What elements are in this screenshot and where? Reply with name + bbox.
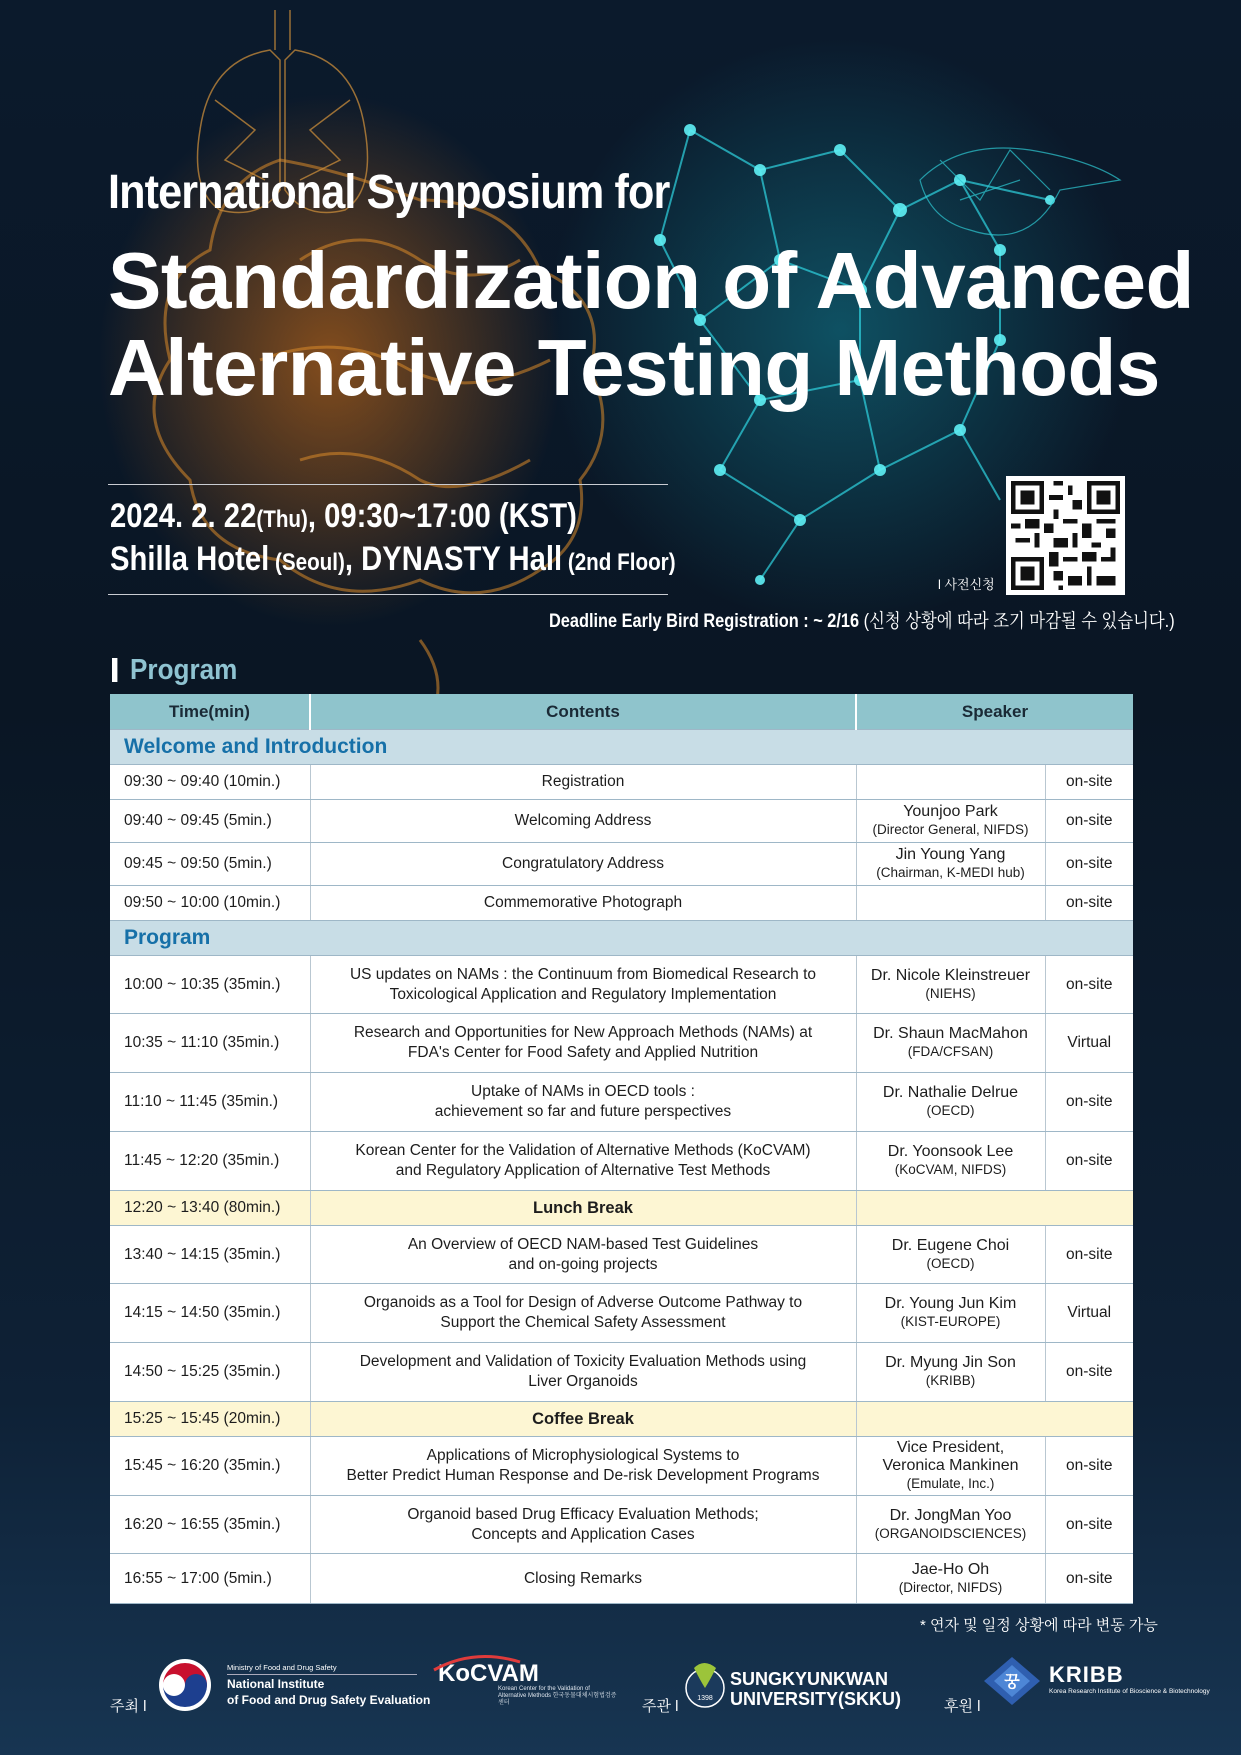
kribb-diamond-icon bbox=[982, 1655, 1042, 1707]
venue-hall: , DYNASTY Hall bbox=[344, 540, 563, 578]
skku-line-1: SUNGKYUNKWAN bbox=[730, 1669, 889, 1689]
content-line-1: Organoid based Drug Efficacy Evaluation Methods; bbox=[407, 1505, 759, 1523]
row-mode: on-site bbox=[1045, 800, 1133, 843]
mfds-logo-text bbox=[227, 1663, 430, 1707]
content-line-2: Toxicological Application and Regulatory Implementation bbox=[389, 985, 777, 1003]
organizer-label: 주관 l bbox=[642, 1698, 679, 1715]
skku-seal-icon bbox=[684, 1658, 726, 1710]
lunch-break-label: Lunch Break bbox=[310, 1191, 856, 1226]
row-content bbox=[310, 1226, 856, 1284]
content-line-2: Concepts and Application Cases bbox=[471, 1525, 695, 1543]
row-mode: on-site bbox=[1045, 1437, 1133, 1496]
row-speaker bbox=[856, 1437, 1045, 1496]
row-empty bbox=[856, 1402, 1133, 1437]
title-line-3: Alternative Testing Methods bbox=[108, 323, 1160, 412]
row-speaker bbox=[856, 1073, 1045, 1132]
row-content: Welcoming Address bbox=[310, 800, 856, 843]
date-main: 2024. 2. 22 bbox=[110, 497, 257, 535]
row-mode: on-site bbox=[1045, 886, 1133, 921]
content-line-1: Uptake of NAMs in OECD tools : bbox=[471, 1083, 695, 1100]
row-time: 09:50 ~ 10:00 (10min.) bbox=[110, 886, 310, 921]
row-content bbox=[310, 1284, 856, 1343]
row-mode: on-site bbox=[1045, 1132, 1133, 1191]
host-label: 주최 l bbox=[110, 1698, 147, 1715]
content-line-2: Better Predict Human Response and De-risk Development Programs bbox=[346, 1467, 820, 1484]
schedule-footnote: * 연자 및 일정 상황에 따라 변동 가능 bbox=[920, 1617, 1158, 1634]
speaker-affiliation: (KIST-EUROPE) bbox=[900, 1314, 1001, 1329]
event-venue bbox=[110, 540, 676, 579]
row-mode: on-site bbox=[1045, 843, 1133, 886]
speaker-affiliation: (ORGANOIDSCIENCES) bbox=[874, 1525, 1027, 1541]
table-row bbox=[110, 1284, 1133, 1343]
sponsor-label: 후원 l bbox=[944, 1698, 981, 1715]
row-mode: on-site bbox=[1045, 765, 1133, 800]
row-time: 16:55 ~ 17:00 (5min.) bbox=[110, 1554, 310, 1604]
kribb-subtitle: Korea Research Institute of Bioscience & Biotechnology bbox=[1049, 1688, 1210, 1695]
kribb-name: KRIBB bbox=[1049, 1662, 1124, 1687]
table-row bbox=[110, 1073, 1133, 1132]
table-row bbox=[110, 1132, 1133, 1191]
speaker-name: Dr. JongMan Yoo bbox=[889, 1506, 1012, 1524]
content-line-1: An Overview of OECD NAM-based Test Guidelines bbox=[407, 1235, 759, 1253]
qr-code-icon[interactable] bbox=[1006, 476, 1125, 595]
row-speaker bbox=[856, 1554, 1045, 1604]
row-time: 16:20 ~ 16:55 (35min.) bbox=[110, 1496, 310, 1554]
header-contents: Contents bbox=[310, 694, 856, 730]
header-time: Time(min) bbox=[110, 694, 310, 730]
row-time: 09:40 ~ 09:45 (5min.) bbox=[110, 800, 310, 843]
venue-hotel: Shilla Hotel bbox=[110, 540, 270, 578]
table-row bbox=[110, 1226, 1133, 1284]
speaker-title: Vice President, bbox=[896, 1439, 1005, 1456]
kocvam-name: KoCVAM bbox=[438, 1660, 539, 1687]
speaker-name: Veronica Mankinen bbox=[882, 1457, 1019, 1474]
row-time: 15:25 ~ 15:45 (20min.) bbox=[110, 1402, 310, 1437]
row-content bbox=[310, 1554, 856, 1604]
row-time: 15:45 ~ 16:20 (35min.) bbox=[110, 1437, 310, 1496]
kocvam-logo bbox=[438, 1660, 618, 1707]
qr-label: l 사전신청 bbox=[938, 577, 995, 592]
row-mode: Virtual bbox=[1045, 1014, 1133, 1073]
coffee-break-row bbox=[110, 1402, 1133, 1437]
row-speaker bbox=[856, 800, 1045, 843]
speaker-name: Jae-Ho Oh bbox=[911, 1560, 990, 1578]
row-content bbox=[310, 1496, 856, 1554]
speaker-affiliation: (KoCVAM, NIFDS) bbox=[894, 1162, 1007, 1177]
content-line-2: Liver Organoids bbox=[528, 1373, 638, 1390]
title-line-1: International Symposium for bbox=[108, 166, 670, 219]
speaker-affiliation: (OECD) bbox=[926, 1103, 975, 1118]
content-line-2: and Regulatory Application of Alternative Test Methods bbox=[395, 1162, 771, 1179]
mfds-line-2: of Food and Drug Safety Evaluation bbox=[227, 1693, 431, 1707]
table-row bbox=[110, 956, 1133, 1014]
row-mode: on-site bbox=[1045, 956, 1133, 1014]
content-line-1: Development and Validation of Toxicity Evaluation Methods using bbox=[359, 1353, 807, 1370]
row-content bbox=[310, 1014, 856, 1073]
deadline-note: (신청 상황에 따라 조기 마감될 수 있습니다.) bbox=[859, 611, 1175, 632]
event-date bbox=[110, 497, 577, 536]
heading-bar bbox=[112, 658, 117, 682]
venue-floor: (2nd Floor) bbox=[562, 549, 676, 576]
table-row bbox=[110, 1496, 1133, 1554]
mfds-line-1: National Institute bbox=[227, 1677, 325, 1691]
mfds-ministry: Ministry of Food and Drug Safety bbox=[227, 1663, 337, 1672]
row-mode: Virtual bbox=[1045, 1284, 1133, 1343]
row-time: 14:50 ~ 15:25 (35min.) bbox=[110, 1343, 310, 1402]
lunch-break-row bbox=[110, 1191, 1133, 1226]
speaker-name: Dr. Myung Jin Son bbox=[885, 1354, 1016, 1371]
svg-text:꿍: 꿍 bbox=[1004, 1674, 1020, 1691]
speaker-name: Dr. Nathalie Delrue bbox=[882, 1084, 1019, 1101]
divider-top bbox=[108, 484, 668, 485]
row-speaker bbox=[856, 1496, 1045, 1554]
row-time: 09:45 ~ 09:50 (5min.) bbox=[110, 843, 310, 886]
section-program: Program bbox=[110, 921, 1133, 956]
content-line-1: Organoids as a Tool for Design of Adverse Outcome Pathway to bbox=[363, 1294, 803, 1311]
coffee-break-label: Coffee Break bbox=[310, 1402, 856, 1437]
row-content bbox=[310, 1073, 856, 1132]
speaker-name: Dr. Shaun MacMahon bbox=[873, 1025, 1028, 1042]
mfds-divider bbox=[227, 1674, 417, 1675]
speaker-affiliation: (OECD) bbox=[926, 1255, 975, 1271]
speaker-affiliation: (NIEHS) bbox=[925, 985, 976, 1001]
divider-bottom bbox=[108, 594, 668, 595]
row-content bbox=[310, 1132, 856, 1191]
row-speaker bbox=[856, 1343, 1045, 1402]
speaker-name: Dr. Nicole Kleinstreuer bbox=[870, 966, 1031, 984]
row-time: 14:15 ~ 14:50 (35min.) bbox=[110, 1284, 310, 1343]
section-welcome: Welcome and Introduction bbox=[110, 730, 1133, 765]
speaker-name: Younjoo Park bbox=[903, 803, 998, 820]
skku-logo-text bbox=[730, 1669, 901, 1709]
kocvam-swoosh-icon bbox=[432, 1652, 522, 1672]
table-header-row bbox=[110, 694, 1133, 730]
kribb-logo-text bbox=[1049, 1662, 1210, 1696]
row-content bbox=[310, 1343, 856, 1402]
header-speaker: Speaker bbox=[856, 694, 1133, 730]
row-time: 10:35 ~ 11:10 (35min.) bbox=[110, 1014, 310, 1073]
row-time: 10:00 ~ 10:35 (35min.) bbox=[110, 956, 310, 1014]
speaker-name: Jin Young Yang bbox=[895, 846, 1006, 863]
event-time: , 09:30~17:00 (KST) bbox=[307, 497, 577, 535]
content-line-2: FDA's Center for Food Safety and Applied Nutrition bbox=[407, 1044, 759, 1061]
content-line-1: Applications of Microphysiological Systems to bbox=[426, 1447, 740, 1464]
content-line-1: Closing Remarks bbox=[523, 1569, 642, 1587]
section-row bbox=[110, 921, 1133, 956]
speaker-affiliation: (Emulate, Inc.) bbox=[906, 1476, 995, 1491]
table-row bbox=[110, 1437, 1133, 1496]
speaker-name: Dr. Yoonsook Lee bbox=[887, 1143, 1014, 1160]
speaker-affiliation: (FDA/CFSAN) bbox=[907, 1044, 994, 1059]
table-row bbox=[110, 800, 1133, 843]
deadline-text bbox=[549, 606, 1175, 633]
row-time: 09:30 ~ 09:40 (10min.) bbox=[110, 765, 310, 800]
row-time: 11:45 ~ 12:20 (35min.) bbox=[110, 1132, 310, 1191]
date-day: (Thu) bbox=[256, 506, 308, 533]
speaker-affiliation: (Director, NIFDS) bbox=[898, 1579, 1003, 1595]
row-content bbox=[310, 1437, 856, 1496]
taegeuk-emblem-icon bbox=[158, 1658, 212, 1712]
row-content: Registration bbox=[310, 765, 856, 800]
table-row bbox=[110, 765, 1133, 800]
row-mode: on-site bbox=[1045, 1554, 1133, 1604]
row-speaker bbox=[856, 765, 1045, 800]
row-speaker bbox=[856, 843, 1045, 886]
row-time: 12:20 ~ 13:40 (80min.) bbox=[110, 1191, 310, 1226]
speaker-affiliation: (Chairman, K-MEDI hub) bbox=[876, 865, 1025, 880]
row-content bbox=[310, 956, 856, 1014]
kocvam-subtitle: Korean Center for the Validation of Alternative Methods 한국동물대체시험법검증센터 bbox=[498, 1686, 617, 1706]
content-line-2: achievement so far and future perspectives bbox=[434, 1103, 732, 1120]
table-row bbox=[110, 1014, 1133, 1073]
row-content: Congratulatory Address bbox=[310, 843, 856, 886]
table-row bbox=[110, 1554, 1133, 1604]
row-mode: on-site bbox=[1045, 1226, 1133, 1284]
speaker-affiliation: (Director General, NIFDS) bbox=[872, 822, 1029, 837]
table-row bbox=[110, 886, 1133, 921]
row-mode: on-site bbox=[1045, 1073, 1133, 1132]
row-speaker bbox=[856, 1132, 1045, 1191]
speaker-name: Dr. Eugene Choi bbox=[891, 1236, 1010, 1254]
venue-city: (Seoul) bbox=[269, 549, 345, 576]
content-line-2: Support the Chemical Safety Assessment bbox=[440, 1314, 726, 1331]
section-row bbox=[110, 730, 1133, 765]
row-speaker bbox=[856, 1284, 1045, 1343]
table-row bbox=[110, 843, 1133, 886]
title-line-2: Standardization of Advanced bbox=[108, 236, 1194, 325]
row-mode: on-site bbox=[1045, 1343, 1133, 1402]
row-empty bbox=[856, 1191, 1133, 1226]
program-heading-label: Program bbox=[130, 654, 238, 686]
content-line-1: US updates on NAMs : the Continuum from Biomedical Research to bbox=[349, 965, 817, 983]
row-content: Commemorative Photograph bbox=[310, 886, 856, 921]
row-speaker bbox=[856, 1014, 1045, 1073]
row-time: 11:10 ~ 11:45 (35min.) bbox=[110, 1073, 310, 1132]
row-speaker bbox=[856, 1226, 1045, 1284]
speaker-affiliation: (KRIBB) bbox=[925, 1373, 976, 1388]
program-table bbox=[110, 694, 1133, 1604]
row-mode: on-site bbox=[1045, 1496, 1133, 1554]
row-speaker bbox=[856, 956, 1045, 1014]
row-time: 13:40 ~ 14:15 (35min.) bbox=[110, 1226, 310, 1284]
content-line-2: and on-going projects bbox=[508, 1255, 658, 1273]
program-heading bbox=[112, 654, 237, 687]
skku-seal-year: 1398 bbox=[697, 1695, 713, 1702]
skku-line-2: UNIVERSITY(SKKU) bbox=[730, 1689, 902, 1709]
deadline-label: Deadline Early Bird Registration : ~ 2/16 bbox=[549, 611, 860, 632]
speaker-name: Dr. Young Jun Kim bbox=[884, 1295, 1017, 1312]
content-line-1: Research and Opportunities for New Approach Methods (NAMs) at bbox=[353, 1024, 813, 1041]
table-row bbox=[110, 1343, 1133, 1402]
row-speaker bbox=[856, 886, 1045, 921]
content-line-1: Korean Center for the Validation of Alternative Methods (KoCVAM) bbox=[355, 1142, 811, 1159]
